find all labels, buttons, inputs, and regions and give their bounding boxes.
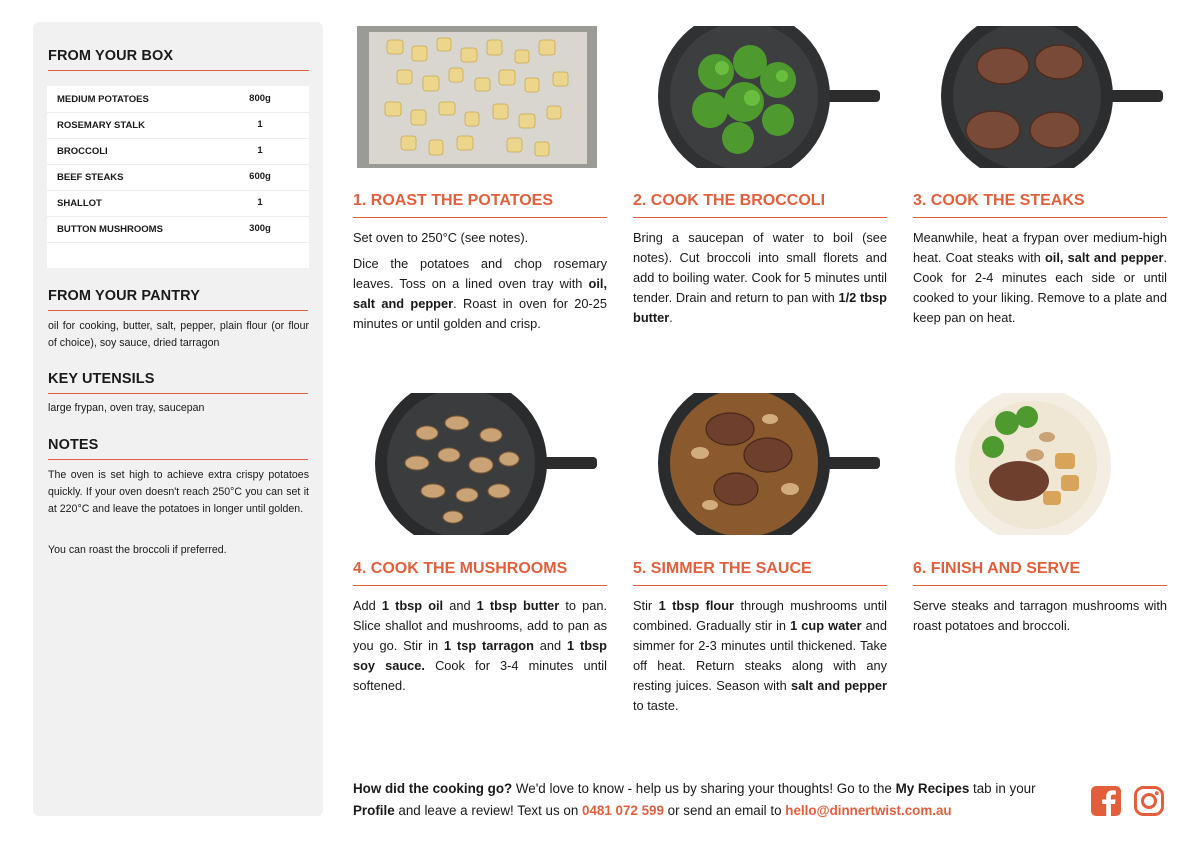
email-link[interactable]: hello@dinnertwist.com.au (785, 802, 952, 818)
text-span: Add (353, 598, 382, 613)
utensils-title: KEY UTENSILS (48, 371, 155, 387)
text-span: Stir (633, 598, 659, 613)
step-5-title: 5. SIMMER THE SAUCE (633, 560, 812, 577)
bold-ingredient: 1/2 tbsp butter (633, 290, 887, 325)
step-2-body (633, 228, 887, 334)
divider (48, 310, 308, 311)
divider (48, 70, 309, 71)
ingredient-qty: 1 (257, 145, 263, 156)
divider (913, 217, 1167, 218)
text-span: Dice the potatoes and chop rosemary leaves. Toss on a lined oven tray with (353, 256, 607, 291)
ingredient-name: BROCCOLI (57, 146, 108, 157)
divider (633, 585, 887, 586)
divider (48, 393, 308, 394)
bold-ingredient: 1 cup water (790, 618, 862, 633)
notes-text-2: You can roast the broccoli if preferred. (48, 544, 227, 556)
divider (913, 585, 1167, 586)
pantry-text: oil for cooking, butter, salt, pepper, plain flour (or flour of choice), soy sauce, dried tarragon (48, 320, 309, 349)
ingredient-name: SHALLOT (57, 198, 102, 209)
bold-ingredient: 1 tbsp butter (476, 598, 560, 613)
divider (353, 585, 607, 586)
bold-ingredient: 1 tbsp oil (381, 598, 444, 613)
step-6-title: 6. FINISH AND SERVE (913, 560, 1081, 577)
divider (353, 217, 607, 218)
from-box-title: FROM YOUR BOX (48, 48, 174, 64)
sidebar (33, 22, 323, 816)
pantry-title: FROM YOUR PANTRY (48, 288, 200, 304)
ingredients-table (47, 86, 309, 268)
step-4-body (353, 596, 607, 702)
ingredient-qty: 600g (249, 171, 271, 182)
bold-ingredient: 1 tsp tarragon (444, 638, 534, 653)
ingredient-name: BEEF STEAKS (57, 172, 124, 183)
step-3-title: 3. COOK THE STEAKS (913, 192, 1085, 209)
step-4-title: 4. COOK THE MUSHROOMS (353, 560, 568, 577)
step-1-body (353, 228, 607, 340)
text-span: We'd love to know - help us by sharing your thoughts! Go to the (512, 781, 896, 796)
ingredient-qty: 1 (257, 197, 263, 208)
text-span: or send an email to (663, 802, 786, 818)
bold-ingredient: oil, salt and pepper (353, 276, 607, 311)
potatoes-photo (357, 26, 597, 168)
divider (633, 217, 887, 218)
footer-message (353, 778, 1073, 821)
text-span: Cook for 3-4 minutes until softened. (353, 658, 607, 693)
ingredient-name: BUTTON MUSHROOMS (57, 224, 163, 235)
notes-text-1: The oven is set high to achieve extra crispy potatoes quickly. If your oven doesn't reach 250°C you can set it at 220°C and leave the potatoes in longer until golden. (48, 469, 309, 515)
step-text (633, 228, 887, 328)
sauce-photo (640, 393, 880, 535)
ingredient-row (47, 190, 309, 217)
ingredient-qty: 800g (249, 93, 271, 104)
steaks-photo (923, 26, 1163, 168)
step-6-body (913, 596, 1167, 642)
ingredient-qty: 300g (249, 223, 271, 234)
footer-question: How did the cooking go? (353, 781, 513, 796)
mushrooms-photo (357, 393, 597, 535)
serving-photo (923, 393, 1163, 535)
instagram-icon[interactable] (1133, 785, 1165, 817)
divider (48, 459, 308, 460)
utensils-text: large frypan, oven tray, saucepan (48, 402, 205, 414)
text-span: tab in your (969, 781, 1036, 796)
step-text (913, 228, 1167, 328)
text-span: to taste. (633, 698, 679, 713)
step-2-title: 2. COOK THE BROCCOLI (633, 192, 826, 209)
step-text (353, 254, 607, 334)
ingredient-qty: 1 (257, 119, 263, 130)
step-text (353, 596, 607, 696)
text-span: Bring a saucepan of water to boil (see notes). Cut broccoli into small florets and add to boiling water. Cook for 5 minutes until tender. Drain and return to pan with (633, 230, 887, 305)
step-1-title: 1. ROAST THE POTATOES (353, 192, 554, 209)
bold-ingredient: salt and pepper (790, 678, 887, 693)
bold-ingredient: 1 tbsp flour (658, 598, 735, 613)
text-span: through mushrooms until combined. Gradually stir in (633, 598, 888, 633)
text-span: Meanwhile, heat a frypan over medium-high heat. Coat steaks with (913, 230, 1167, 265)
broccoli-photo (640, 26, 880, 168)
profile-link[interactable]: Profile (353, 802, 395, 818)
text-span: and simmer for 2-3 minutes until thickened. Take off heat. Return steaks along with any resting juices. Season with (633, 618, 887, 693)
text-span: . (669, 310, 673, 325)
facebook-icon[interactable] (1090, 785, 1122, 817)
text-span: and (443, 598, 477, 613)
text-span: . Roast in oven for 20-25 minutes or until golden and crisp. (353, 296, 608, 331)
step-text: Serve steaks and tarragon mushrooms with roast potatoes and broccoli. (913, 598, 1167, 633)
text-span: . Cook for 2-4 minutes each side or until cooked to your liking. Remove to a plate and keep pan on heat. (913, 250, 1167, 325)
ingredient-name: MEDIUM POTATOES (57, 94, 149, 105)
bold-ingredient: 1 tbsp soy sauce. (353, 638, 607, 673)
step-text (633, 596, 887, 716)
my-recipes-link[interactable]: My Recipes (895, 781, 970, 796)
bold-ingredient: oil, salt and pepper (1044, 250, 1164, 265)
ingredient-row (47, 138, 309, 165)
step-3-body (913, 228, 1167, 334)
text-span: to pan. Slice shallot and mushrooms, add to pan as you go. Stir in (353, 598, 608, 653)
ingredient-row (47, 86, 309, 113)
ingredient-name: ROSEMARY STALK (57, 120, 145, 131)
text-span: and (533, 638, 567, 653)
ingredient-row (47, 164, 309, 191)
ingredient-row (47, 216, 309, 243)
phone-link[interactable]: 0481 072 599 (582, 802, 664, 818)
step-text: Set oven to 250°C (see notes). (353, 230, 529, 245)
text-span: and leave a review! Text us on (394, 802, 583, 818)
ingredient-row (47, 112, 309, 139)
step-5-body (633, 596, 887, 722)
notes-title: NOTES (48, 437, 99, 453)
